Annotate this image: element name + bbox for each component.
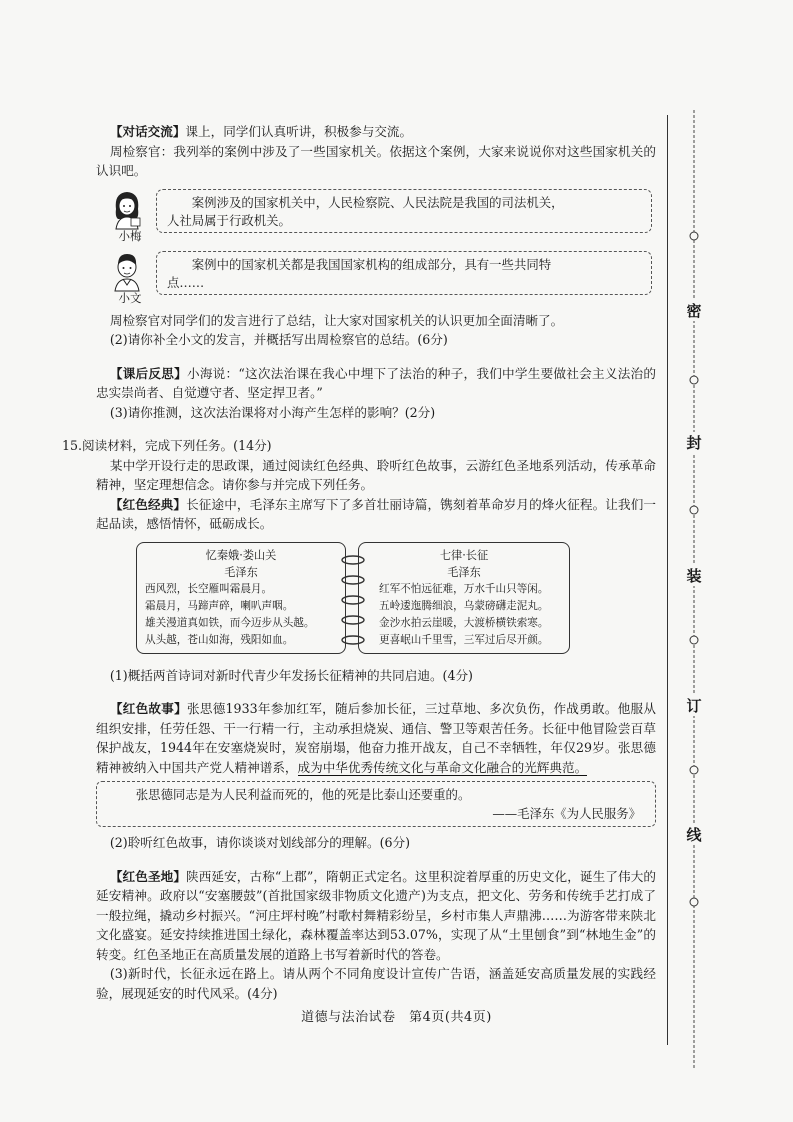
- red-holy-land-text: 【红色圣地】陕西延安，古称“上郡”，隋朝正式定名。这里积淀着厚重的历史文化，诞生了伟大的延安精神。政府以“安塞腰鼓”(首批国家级非物质文化遗产)为支点，把文化、劳务和传统手艺打成了一般拉绳，撬动乡村振兴。“河庄坪村晚”村歌村舞精彩纷呈，乡村市集人声鼎沸……为游客带来陕北文化盛宴。延安持续推进国土绿化，森林覆盖率达到53.07%，实现了从“土里刨食”到“林地生金”的转变。红色圣地正在高质量发展的道路上书写着新时代的答卷。: [96, 868, 656, 962]
- question-14-3: (3)请你推测，这次法治课将对小海产生怎样的影响？(2分): [109, 404, 436, 420]
- binding-mark-feng: 封: [674, 432, 714, 453]
- poem2-author: 毛泽东: [447, 565, 481, 579]
- question-15-intro: 某中学开设行走的思政课，通过阅读红色经典、聆听红色故事，云游红色圣地系列活动，传承革命精神，坚定理想信念。请你参与并完成下列任务。: [96, 457, 656, 492]
- xiaomei-name: 小梅: [118, 228, 142, 243]
- xiaomei-speech: [96, 187, 656, 245]
- xiaowen-name: 小文: [118, 290, 142, 305]
- binding-mark-mi: 密: [674, 300, 714, 321]
- red-classic-text: 【红色经典】长征途中，毛泽东主席写下了多首壮丽诗篇，镌刻着革命岁月的烽火征程。让我们一起品读，感悟情怀，砥砺成长。: [96, 496, 657, 531]
- red-story-text: 【红色故事】张思德1933年参加红军，随后参加长征，三过草地、多次负伤，作战勇敢。他服从组织安排，任劳任怨、干一行精一行，主动承担烧炭、通信、警卫等艰苦任务。长征中他冒险尝百草保护战友，1944年在安塞烧炭时，炭窑崩塌，他奋力推开战友，自己不幸牺牲，年仅29岁。张思德精神被纳入中国共产党人精神谱系，成为中华优秀传统文化与革命文化融合的光辉典范。: [96, 701, 657, 775]
- poem1-line: 雄关漫道真如铁，而今迈步从头越。: [145, 616, 315, 629]
- mao-quote-box: [96, 781, 656, 827]
- mao-quote-source: ——毛泽东《为人民服务》: [492, 806, 641, 821]
- poem-loushanguan: [136, 542, 346, 654]
- xiaowen-bubble: 案例中的国家机关都是我国国家机构的组成部分，具有一些共同特 点……: [156, 251, 652, 295]
- xiaomei-bubble: 案例涉及的国家机关中，人民检察院、人民法院是我国的司法机关， 人社局属于行政机关。: [156, 189, 652, 233]
- binding-margin: [674, 110, 714, 1070]
- poem-changzheng: [358, 542, 570, 654]
- question-15-title: 15.阅读材料，完成下列任务。(14分): [62, 438, 272, 453]
- exam-content: [62, 122, 657, 1003]
- reflection-tag: 【课后反思】: [109, 365, 187, 381]
- poem1-line: 霜晨月，马蹄声碎，喇叭声咽。: [145, 599, 294, 612]
- binding-mark-zhuang: 装: [674, 565, 714, 586]
- red-classic-tag: 【红色经典】: [109, 496, 187, 512]
- page-footer: 道德与法治试卷 第4页(共4页): [301, 1010, 492, 1025]
- poem2-line: 更喜岷山千里雪，三军过后尽开颜。: [379, 633, 549, 646]
- notebook-rings-icon: [338, 552, 368, 652]
- poem-notebook: [96, 542, 656, 658]
- red-holy-land-tag: 【红色圣地】: [109, 868, 187, 884]
- prosecutor-prompt: 周检察官：我列举的案例中涉及了一些国家机关。依据这个案例，大家来说说你对这些国家机关的认识吧。: [96, 143, 656, 178]
- binding-separator: [667, 115, 668, 1045]
- question-15-3: (3)新时代，长征永远在路上。请从两个不同角度设计宣传广告语，涵盖延安高质量发展的实践经验，展现延安的时代风采。(4分): [96, 966, 656, 1001]
- poem2-line: 红军不怕远征难，万水千山只等闲。: [379, 582, 549, 595]
- poem2-title: 七律·长征: [439, 548, 489, 562]
- mao-quote-text: 张思德同志是为人民利益而死的，他的死是比泰山还要重的。: [135, 787, 471, 802]
- red-story-tag: 【红色故事】: [109, 701, 187, 716]
- xiaowen-speech: [96, 249, 656, 307]
- dialogue-intro: 【对话交流】课上，同学们认真听讲，积极参与交流。: [109, 124, 413, 139]
- poem1-title: 忆秦娥·娄山关: [205, 548, 277, 562]
- poem2-line: 金沙水拍云崖暖，大渡桥横铁索寒。: [379, 616, 549, 629]
- reflection-text: 【课后反思】小海说：“这次法治课在我心中埋下了法治的种子，我们中学生要做社会主义法治的忠实崇尚者、自觉遵守者、坚定捍卫者。”: [96, 365, 656, 400]
- question-15-2: (2)聆听红色故事，请你谈谈对划线部分的理解。(6分): [109, 835, 411, 850]
- poem1-line: 西风烈，长空雁叫霜晨月。: [145, 582, 273, 595]
- underlined-sentence: 成为中华优秀传统文化与革命文化融合的光辉典范。: [297, 759, 588, 775]
- poem1-line: 从头越，苍山如海，残阳如血。: [145, 633, 294, 646]
- binding-dashed-line: [674, 110, 714, 1070]
- dialogue-tag: 【对话交流】: [109, 124, 186, 139]
- question-14-2: (2)请你补全小文的发言，并概括写出周检察官的总结。(6分): [109, 332, 448, 347]
- binding-mark-xian: 线: [674, 824, 714, 845]
- prosecutor-summary: 周检察官对同学们的发言进行了总结，让大家对国家机关的认识更加全面清晰了。: [109, 312, 564, 328]
- binding-mark-ding: 订: [674, 695, 714, 716]
- question-15-1: (1)概括两首诗词对新时代青少年发扬长征精神的共同启迪。(4分): [109, 667, 473, 683]
- poem1-author: 毛泽东: [224, 565, 258, 579]
- poem2-line: 五岭逶迤腾细浪，乌蒙磅礴走泥丸。: [379, 599, 549, 612]
